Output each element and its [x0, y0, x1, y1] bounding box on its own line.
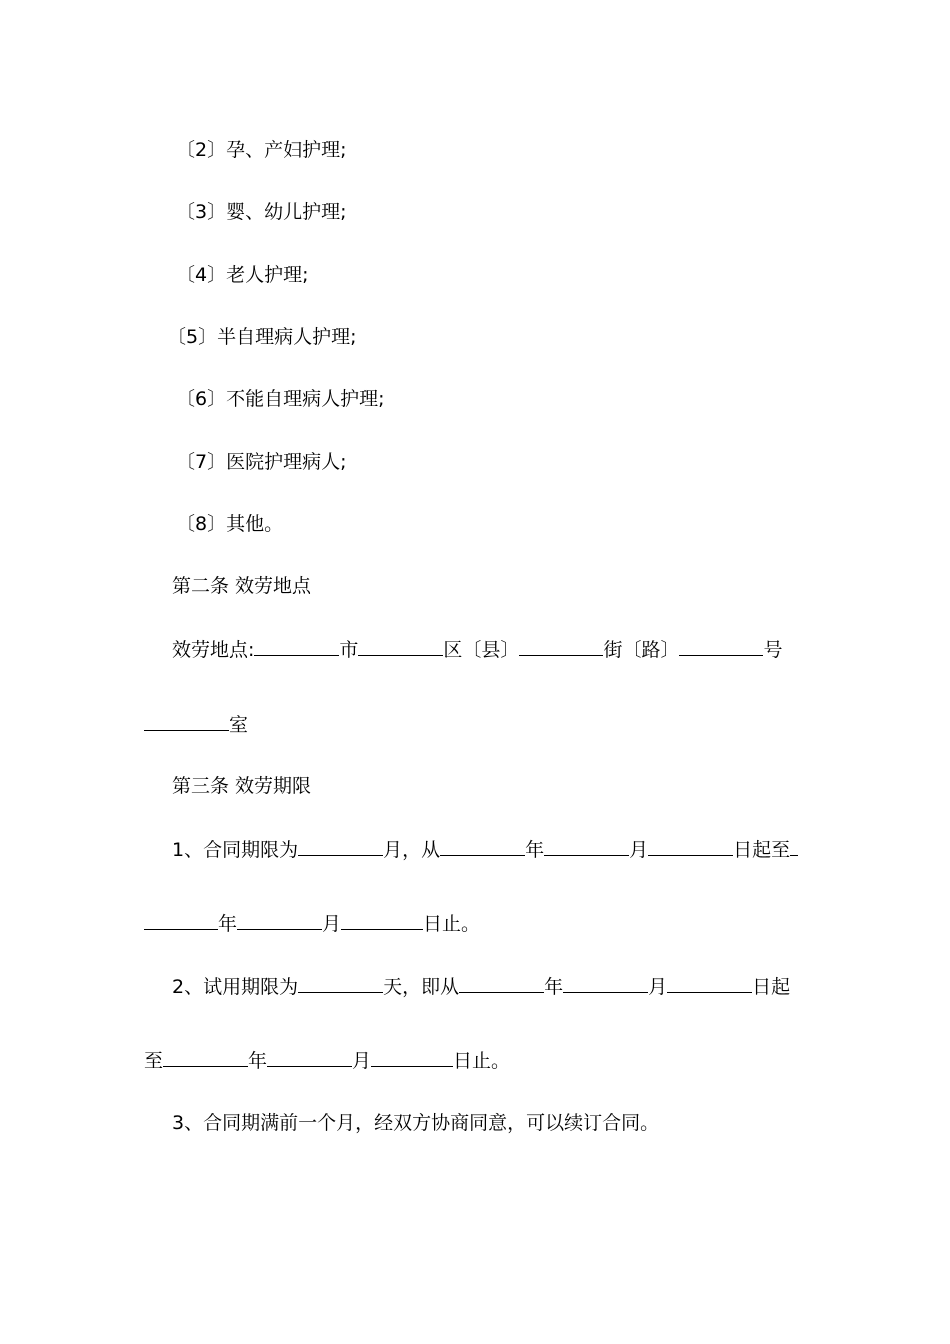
clause1-line2: [144, 911, 480, 935]
article3-heading: 第三条 效劳期限: [172, 775, 312, 797]
clause2-line2: [144, 1048, 510, 1072]
clause2-day-from: 日起: [752, 976, 791, 998]
trial-start-year-blank[interactable]: [459, 974, 544, 993]
clause1-prefix: 1、合同期限为: [172, 839, 299, 861]
clause1-month-from: 月，从: [383, 839, 441, 861]
end-year-blank[interactable]: [144, 911, 218, 930]
service-item-3: 〔3〕婴、幼儿护理;: [176, 201, 347, 223]
clause2-year2: 年: [248, 1050, 268, 1072]
trial-end-day-blank[interactable]: [371, 1048, 453, 1067]
clause2-to: 至: [144, 1050, 164, 1072]
service-location-line: [172, 637, 782, 661]
trial-end-month-blank[interactable]: [267, 1048, 352, 1067]
service-item-8: 〔8〕其他。: [176, 513, 284, 535]
trial-end-year-blank[interactable]: [163, 1048, 248, 1067]
number-label: 号: [763, 639, 783, 661]
street-label: 街〔路〕: [603, 639, 680, 661]
clause1-day-from: 日起至: [733, 839, 791, 861]
contract-months-blank[interactable]: [298, 837, 383, 856]
trial-start-month-blank[interactable]: [563, 974, 648, 993]
clause1-year2: 年: [218, 913, 238, 935]
service-item-7: 〔7〕医院护理病人;: [176, 451, 347, 473]
district-label: 区〔县〕: [443, 639, 520, 661]
clause2-line1: [172, 974, 790, 998]
end-month-blank[interactable]: [237, 911, 322, 930]
number-blank[interactable]: [679, 637, 763, 656]
service-item-4: 〔4〕老人护理;: [176, 264, 309, 286]
clause2-days-from: 天，即从: [383, 976, 460, 998]
clause3: 3、合同期满前一个月，经双方协商同意，可以续订合同。: [172, 1112, 660, 1134]
clause2-day-end: 日止。: [453, 1050, 511, 1072]
city-label: 市: [339, 639, 359, 661]
article2-heading: 第二条 效劳地点: [172, 575, 312, 597]
start-year-blank[interactable]: [440, 837, 525, 856]
service-location-label: 效劳地点:: [172, 639, 255, 661]
clause1-day-end: 日止。: [423, 913, 481, 935]
room-label: 室: [229, 714, 249, 736]
service-item-6: 〔6〕不能自理病人护理;: [176, 388, 385, 410]
trailing-blank: [790, 837, 798, 856]
trial-start-day-blank[interactable]: [667, 974, 752, 993]
street-blank[interactable]: [519, 637, 603, 656]
start-day-blank[interactable]: [648, 837, 733, 856]
room-blank[interactable]: [144, 712, 229, 731]
clause1-month: 月: [629, 839, 649, 861]
clause1-month2: 月: [322, 913, 342, 935]
district-blank[interactable]: [358, 637, 443, 656]
service-item-5: 〔5〕半自理病人护理;: [167, 326, 357, 348]
clause1-line1: [172, 837, 798, 861]
clause2-month: 月: [648, 976, 668, 998]
clause2-prefix: 2、试用期限为: [172, 976, 299, 998]
clause1-year: 年: [525, 839, 545, 861]
clause2-year: 年: [544, 976, 564, 998]
clause2-month2: 月: [352, 1050, 372, 1072]
room-line: [144, 712, 248, 736]
city-blank[interactable]: [254, 637, 339, 656]
start-month-blank[interactable]: [544, 837, 629, 856]
end-day-blank[interactable]: [341, 911, 423, 930]
trial-days-blank[interactable]: [298, 974, 383, 993]
service-item-2: 〔2〕孕、产妇护理;: [176, 139, 347, 161]
